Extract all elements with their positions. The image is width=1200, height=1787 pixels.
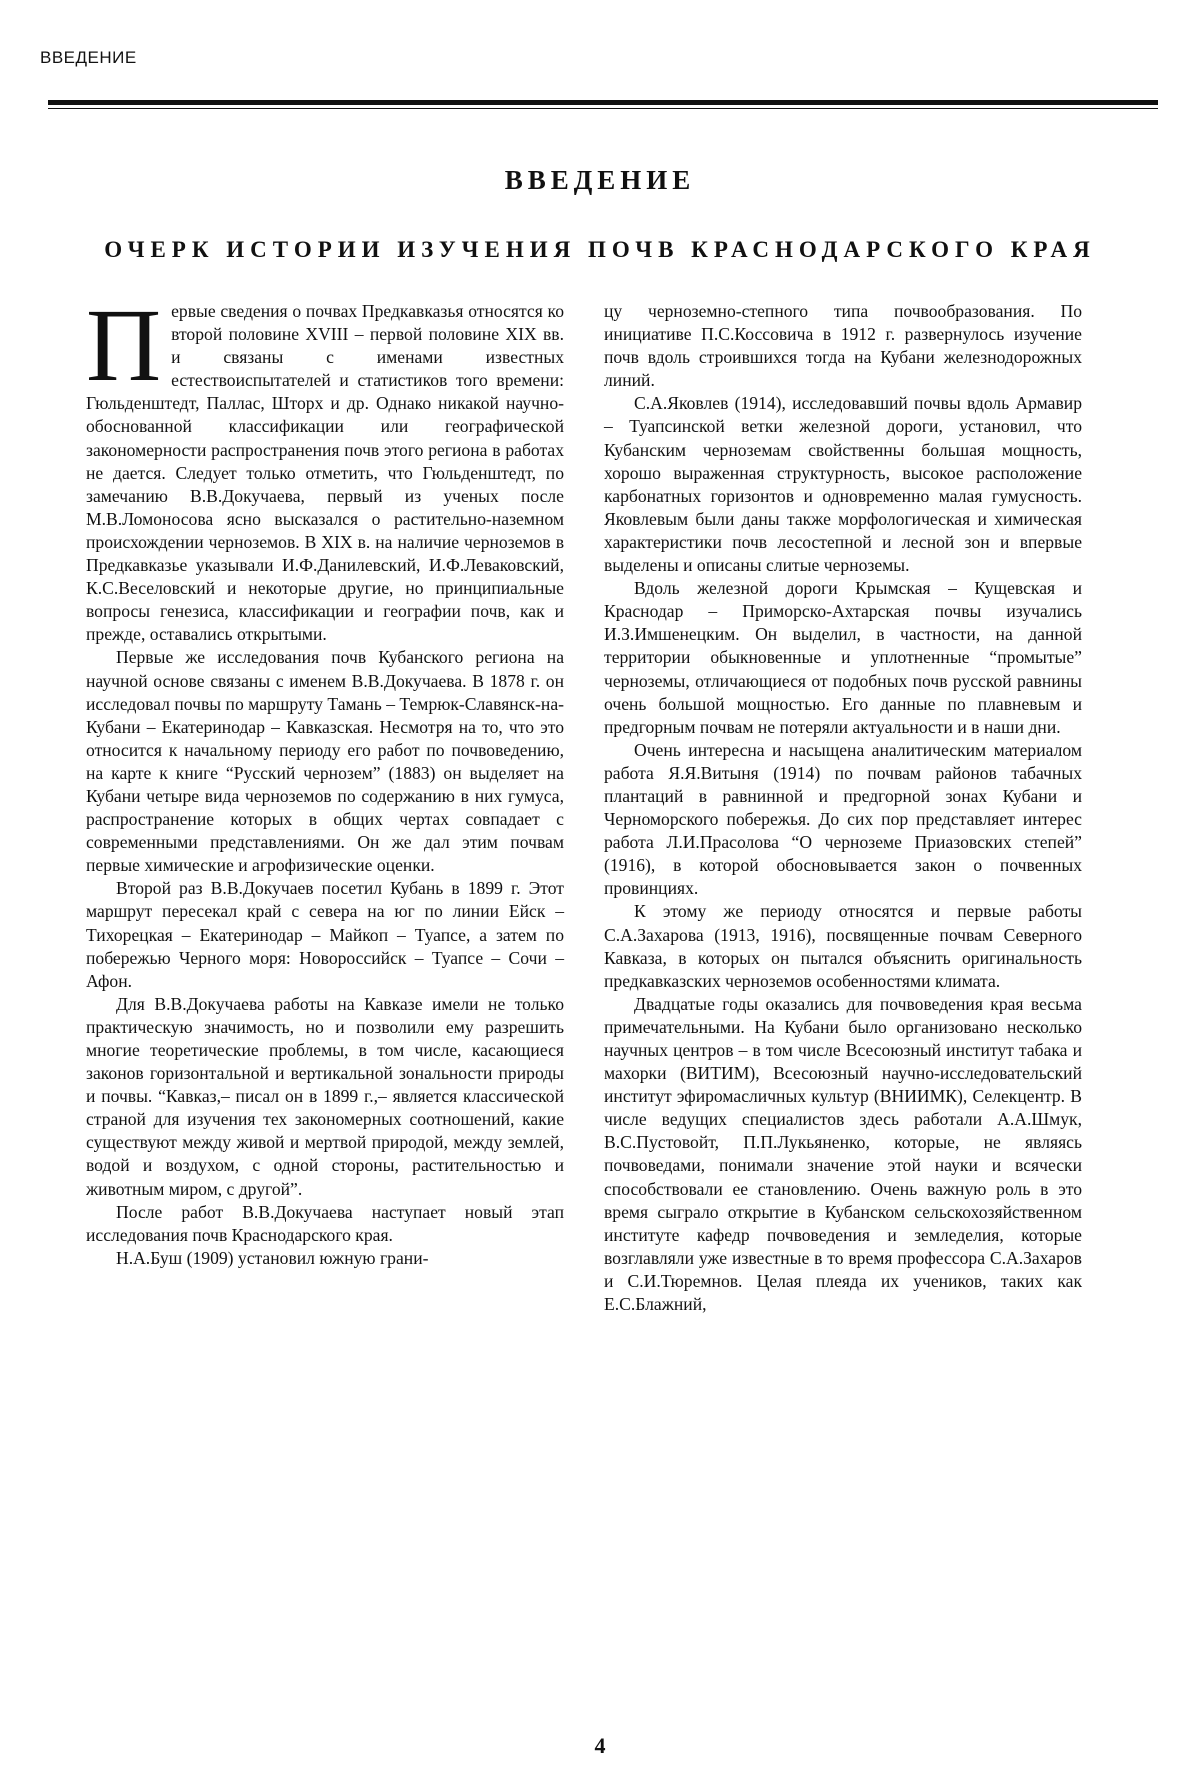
paragraph: Двадцатые годы оказались для почвоведения края весьма примечательными. На Кубани было организовано несколько научных центров – в том числе Всесоюзный институт табака и махорки (ВИТИМ), Всесоюзный научно-исследовательский институт эфиромасличных культур (ВНИИМК), Селекцентр. В числе ведущих специалистов здесь работали А.А.Шмук, В.С.Пустовойт, П.П.Лукьяненко, которые, не являясь почвоведами, понимали значение этой науки и всячески способствовали ее становлению. Очень важную роль в это время сыграло открытие в Кубанском сельскохозяйственном институте кафедр почвоведения и земледелия, которые возглавляли уже известные в то время профессора С.А.Захаров и С.И.Тюремнов. Целая плеяда их учеников, таких как Е.С.Блажний,	[604, 993, 1082, 1315]
paragraph-text: ервые сведения о почвах Предкавказья относятся ко второй половине XVIII – первой половине XIX вв. и связаны с именами известных естествоиспытателей и статистиков того времени: Гюльденштедт, Паллас, Шторх и др. Однако никакой научно-обоснованной классификации или географической закономерности распространения почв этого региона в работах не дается. Следует только отметить, что Гюльденштедт, по замечанию В.В.Докучаева, первый из ученых после М.В.Ломоносова ясно высказался о растительно-наземном происхождении черноземов. В XIX в. на наличие черноземов в Предкавказье указывали И.Ф.Данилевский, И.Ф.Леваковский, К.С.Веселовский и некоторые другие, но принципиальные вопросы генезиса, классификации и географии почв, как и прежде, оставались открытыми.	[86, 301, 564, 645]
paragraph: С.А.Яковлев (1914), исследовавший почвы вдоль Армавир – Туапсинской ветки железной дороги, установил, что Кубанским черноземам свойственны большая мощность, хорошо выраженная структурность, высокое расположение карбонатных горизонтов и одновременно малая гумусность. Яковлевым были даны также морфологическая и химическая характеристики почв лесостепной и лесной зон и впервые выделены и описаны слитые черноземы.	[604, 393, 1082, 576]
paragraph: Очень интересна и насыщена аналитическим материалом работа Я.Я.Витыня (1914) по почвам районов табачных плантаций в равнинной и предгорной зонах Кубани и Черноморского побережья. До сих пор представляет интерес работа Л.И.Прасолова “О черноземе Приазовских степей” (1916), в которой обосновывается закон о почвенных провинциях.	[604, 739, 1082, 899]
right-column	[604, 300, 1082, 1316]
paragraph	[86, 288, 564, 646]
paragraph: Второй раз В.В.Докучаев посетил Кубань в 1899 г. Этот маршрут пересекал край с севера на юг по линии Ейск – Тихорецкая – Екатеринодар – Майкоп – Туапсе, а затем по побережью Черного моря: Новороссийск – Туапсе – Сочи – Афон.	[86, 878, 564, 991]
left-column	[86, 288, 564, 1270]
paragraph: Для В.В.Докучаева работы на Кавказе имели не только практическую значимость, но и позволили ему разрешить многие теоретические проблемы, в том числе, касающиеся законов горизонтальной и вертикальной зональности природы и почвы. “Кавказ,– писал он в 1899 г.,– является классической страной для изучения тех закономерных соотношений, какие существуют между живой и мертвой природой, между землей, водой и воздухом, с одной стороны, растительностью и животным миром, с другой”.	[86, 993, 564, 1199]
page-number: 4	[594, 1733, 606, 1758]
paragraph: Вдоль железной дороги Крымская – Кущевская и Краснодар – Приморско-Ахтарская почвы изучались И.З.Имшенецким. Он выделил, в частности, на данной территории обыкновенные и уплотненные “промытые” черноземы, отличающиеся от подобных почв русской равнины очень большой мощностью. Его данные по плавневым и предгорным почвам не потеряли актуальности и в наши дни.	[604, 578, 1082, 737]
paragraph: цу черноземно-степного типа почвообразования. По инициативе П.С.Коссовича в 1912 г. развернулось изучение почв вдоль строившихся тогда на Кубани железнодорожных линий.	[604, 301, 1082, 391]
paragraph: Первые же исследования почв Кубанского региона на научной основе связаны с именем В.В.Докучаева. В 1878 г. он исследовал почвы по маршруту Тамань – Темрюк-Славянск-на-Кубани – Екатеринодар – Кавказская. Несмотря на то, что это относится к начальному периоду его работ по почвоведению, на карте к книге “Русский чернозем” (1883) он выделяет на Кубани четыре вида черноземов по содержанию в них гумуса, распространение которых в общих чертах совпадает с современными представлениями. Он же дал этим почвам первые химические и агрофизические оценки.	[86, 647, 564, 876]
section-subtitle: ОЧЕРК ИСТОРИИ ИЗУЧЕНИЯ ПОЧВ КРАСНОДАРСКОГО КРАЯ	[104, 237, 1096, 262]
paragraph: К этому же периоду относятся и первые работы С.А.Захарова (1913, 1916), посвященные почвам Северного Кавказа, в которых он пытался объяснить оригинальность предкавказских черноземов особенностями климата.	[604, 901, 1082, 991]
paragraph: После работ В.В.Докучаева наступает новый этап исследования почв Краснодарского края.	[86, 1201, 564, 1245]
running-header: ВВЕДЕНИЕ	[40, 48, 137, 67]
drop-cap: П	[86, 288, 162, 403]
page-title: ВВЕДЕНИЕ	[504, 165, 696, 195]
header-rule-thick	[48, 100, 1158, 105]
header-rule-thin	[48, 108, 1158, 109]
header-rule	[48, 100, 1158, 109]
paragraph: Н.А.Буш (1909) установил южную грани-	[116, 1247, 429, 1268]
